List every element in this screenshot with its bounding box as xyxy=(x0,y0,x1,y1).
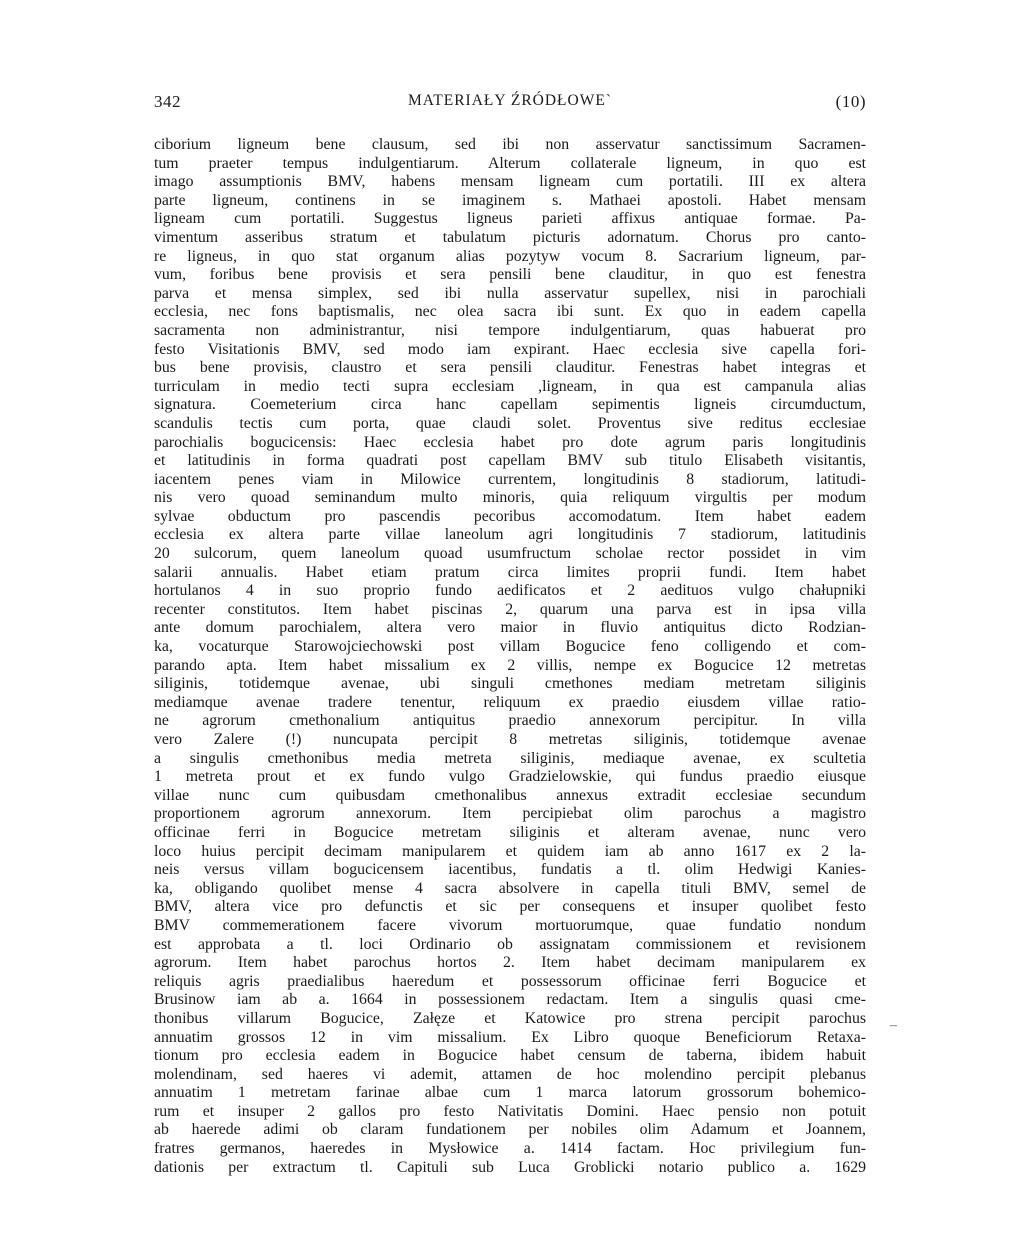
text-line: ligneam cum portatili. Suggestus ligneus parieti affixus antiquae formae. Pa- xyxy=(154,210,866,228)
text-line: signatura. Coemeterium circa hanc capellam sepimentis ligneis circumductum, xyxy=(154,396,866,414)
text-line: thonibus villarum Bogucice, Załęze et Katowice pro strena percipit parochus xyxy=(154,1009,866,1027)
text-line: iacentem penes viam in Milowice currentem, longitudinis 8 stadiorum, latitudi- xyxy=(154,470,866,488)
text-line: molendinam, sed haeres vi ademit, attamen de hoc molendino percipit plebanus xyxy=(154,1065,866,1083)
text-line: BMV, altera vice pro defunctis et sic per consequens et insuper quolibet festo xyxy=(154,898,866,916)
text-line: loco huius percipit decimam manipularem et quidem iam ab anno 1617 ex 2 la- xyxy=(154,842,866,860)
text-line: annuatim grossos 12 in vim missalium. Ex Libro quoque Beneficiorum Retaxa- xyxy=(154,1028,866,1046)
body-text xyxy=(154,136,866,1177)
text-line: 1 metreta prout et ex fundo vulgo Gradzielowskie, qui fundus praedio eiusque xyxy=(154,768,866,786)
text-line: villae nunc cum quibusdam cmethonalibus annexus extradit ecclesiae secundum xyxy=(154,786,866,804)
text-line: tionum pro ecclesia eadem in Bogucice habet censum de taberna, ibidem habuit xyxy=(154,1047,866,1065)
text-line: 20 sulcorum, quem laneolum quoad usumfructum scholae rector possidet in vim xyxy=(154,545,866,563)
text-line: salarii annualis. Habet etiam pratum circa limites proprii fundi. Item habet xyxy=(154,563,866,581)
text-line: nis vero quoad seminandum multo minoris, quia reliquum virgultis per modum xyxy=(154,489,866,507)
text-line: vum, foribus bene provisis et sera pensili bene clauditur, in quo est fenestra xyxy=(154,266,866,284)
page-header xyxy=(154,92,866,118)
margin-mark: ‒ xyxy=(890,1018,897,1033)
text-line: fratres germanos, haeredes in Mysłowice a. 1414 factam. Hoc privilegium fun- xyxy=(154,1140,866,1158)
text-line: neis versus villam bogucicensem iacentibus, fundatis a tl. olim Hedwigi Kanies- xyxy=(154,861,866,879)
text-line: proportionem agrorum annexorum. Item percipiebat olim parochus a magistro xyxy=(154,805,866,823)
text-line: ne agrorum cmethonalium antiquitus praedio annexorum percipitur. In villa xyxy=(154,712,866,730)
text-line: a singulis cmethonibus media metreta siliginis, mediaque avenae, ex scultetia xyxy=(154,749,866,767)
text-line: annuatim 1 metretam farinae albae cum 1 marca latorum grossorum bohemico- xyxy=(154,1084,866,1102)
text-line: BMV commemerationem facere vivorum mortuorumque, quae fundatio nondum xyxy=(154,916,866,934)
text-line: hortulanos 4 in suo proprio fundo aedificatos et 2 aedituos vulgo chałupniki xyxy=(154,582,866,600)
section-number: (10) xyxy=(835,92,866,111)
text-line: bus bene provisis, claustro et sera pensili clauditur. Fenestras habet integras et xyxy=(154,359,866,377)
text-line: ciborium ligneum bene clausum, sed ibi non asservatur sanctissimum Sacramen- xyxy=(154,136,866,153)
page-number: 342 xyxy=(154,92,181,111)
text-line: parte ligneum, continens in se imaginem s. Mathaei apostoli. Habet mensam xyxy=(154,191,866,209)
text-line: rum et insuper 2 gallos pro festo Nativitatis Domini. Haec pensio non potuit xyxy=(154,1102,866,1120)
text-line: ka, obligando quolibet mense 4 sacra absolvere in capella tituli BMV, semel de xyxy=(154,879,866,897)
text-line: ecclesia ex altera parte villae laneolum agri longitudinis 7 stadiorum, latitudinis xyxy=(154,526,866,544)
text-line: ante domum parochialem, altera vero maior in fluvio antiquitus dicto Rodzian- xyxy=(154,619,866,637)
text-line: parochialis bogucicensis: Haec ecclesia habet pro dote agrum paris longitudinis xyxy=(154,433,866,451)
text-line: re ligneus, in quo stat organum alias pozytyw vocum 8. Sacrarium ligneum, par- xyxy=(154,247,866,265)
text-line: siliginis, totidemque avenae, ubi singuli cmethones mediam metretam siliginis xyxy=(154,675,866,693)
text-line: parva et mensa simplex, sed ibi nulla asservatur supellex, nisi in parochiali xyxy=(154,284,866,302)
text-line: mediamque avenae tradere tenentur, reliquum ex praedio eiusdem villae ratio- xyxy=(154,693,866,711)
text-line: dationis per extractum tl. Capituli sub Luca Groblicki notario publico a. 1629 xyxy=(154,1158,866,1176)
text-line: imago assumptionis BMV, habens mensam ligneam cum portatili. III ex altera xyxy=(154,173,866,191)
running-title: MATERIAŁY ŹRÓDŁOWE` xyxy=(408,92,612,109)
text-line: agrorum. Item habet parochus hortos 2. Item habet decimam manipularem ex xyxy=(154,954,866,972)
text-line: ka, vocaturque Starowojciechowski post villam Bogucice feno colligendo et com- xyxy=(154,638,866,656)
text-line: festo Visitationis BMV, sed modo iam expirant. Haec ecclesia sive capella fori- xyxy=(154,340,866,358)
text-line: officinae ferri in Bogucice metretam siliginis et alteram avenae, nunc vero xyxy=(154,823,866,841)
text-line: vero Zalere (!) nuncupata percipit 8 metretas siliginis, totidemque avenae xyxy=(154,731,866,748)
text-line: ecclesia, nec fons baptismalis, nec olea sacra ibi sunt. Ex quo in eadem capella xyxy=(154,303,866,321)
text-line: sacramenta non administrantur, nisi tempore indulgentiarum, quas habuerat pro xyxy=(154,321,866,339)
text-line: recenter constitutos. Item habet piscinas 2, quarum una parva est in ipsa villa xyxy=(154,600,866,618)
text-line: est approbata a tl. loci Ordinario ob assignatam commissionem et revisionem xyxy=(154,935,866,953)
text-line: vimentum asseribus stratum et tabulatum picturis adornatum. Chorus pro canto- xyxy=(154,228,866,246)
text-line: tum praeter tempus indulgentiarum. Alterum collaterale ligneum, in quo est xyxy=(154,154,866,172)
text-line: Brusinow iam ab a. 1664 in possessionem redactam. Item a singulis quasi cme- xyxy=(154,991,866,1009)
text-line: ab haerede adimi ob claram fundationem per nobiles olim Adamum et Joannem, xyxy=(154,1121,866,1139)
text-line: scandulis tectis cum porta, quae claudi solet. Proventus sive reditus ecclesiae xyxy=(154,414,866,432)
text-line: parando apta. Item habet missalium ex 2 villis, nempe ex Bogucice 12 metretas xyxy=(154,656,866,674)
text-line: sylvae obductum pro pascendis pecoribus accomodatum. Item habet eadem xyxy=(154,507,866,525)
text-line: reliquis agris praedialibus haeredum et possessorum officinae ferri Bogucice et xyxy=(154,972,866,990)
text-line: turriculam in medio tecti supra ecclesiam ,ligneam, in qua est campanula alias xyxy=(154,377,866,395)
text-line: et latitudinis in forma quadrati post capellam BMV sub titulo Elisabeth visitantis, xyxy=(154,452,866,470)
